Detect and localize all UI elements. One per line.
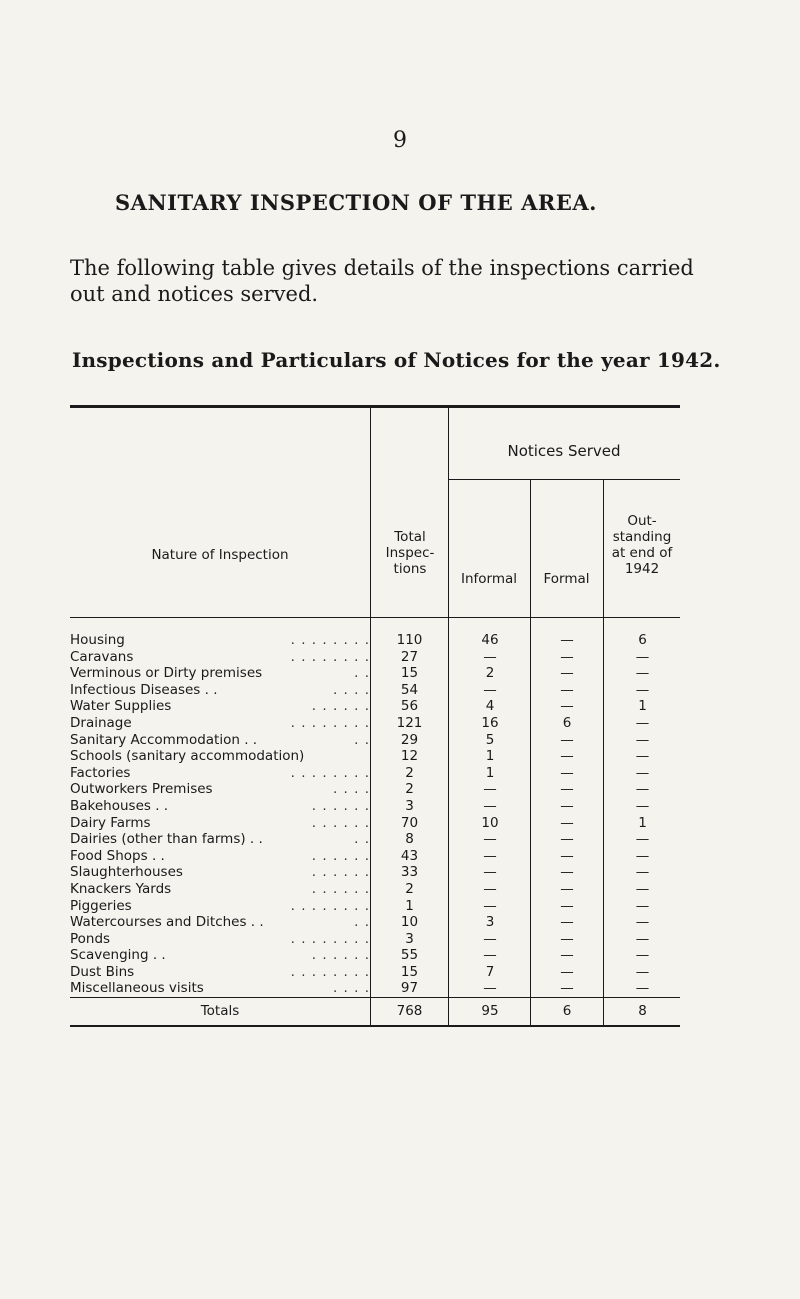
page-number: 9 <box>393 128 407 153</box>
row-total: 2 <box>405 764 414 781</box>
row-total: 12 <box>400 748 419 765</box>
table-row <box>70 649 680 666</box>
row-total: 10 <box>400 914 419 931</box>
row-informal: — <box>483 797 497 814</box>
row-informal: — <box>483 831 497 848</box>
row-name: Bakehouses . . <box>70 797 169 814</box>
table-row <box>70 632 680 649</box>
table-body <box>70 632 680 997</box>
row-informal: — <box>483 947 497 964</box>
row-informal: 10 <box>481 814 499 831</box>
table-row <box>70 864 680 881</box>
row-formal: — <box>560 847 574 864</box>
row-outstanding: — <box>635 781 650 798</box>
totals-rule <box>70 997 680 998</box>
table-row <box>70 964 680 981</box>
table-row <box>70 848 680 865</box>
inspections-table <box>70 405 680 1025</box>
row-total: 1 <box>405 897 414 914</box>
row-informal: — <box>483 681 497 698</box>
table-row <box>70 831 680 848</box>
row-total: 56 <box>400 698 419 715</box>
table-row <box>70 732 680 749</box>
row-formal: — <box>560 665 574 682</box>
row-name: Verminous or Dirty premises <box>70 665 263 682</box>
row-name: Dairies (other than farms) . . <box>70 831 263 848</box>
row-informal: — <box>483 781 497 798</box>
row-informal: — <box>483 880 497 897</box>
row-informal: 4 <box>485 698 495 715</box>
table-subheading: Inspections and Particulars of Notices for the year 1942. <box>72 348 721 372</box>
table-row <box>70 748 680 765</box>
totals-label: Totals <box>200 1003 240 1019</box>
table-row <box>70 765 680 782</box>
row-leader-dots: . . . . . . . . <box>290 648 370 665</box>
row-leader-dots: . . . . . . <box>311 947 370 964</box>
row-outstanding: — <box>635 731 650 748</box>
header-informal: Informal <box>460 571 518 587</box>
top-rule <box>70 405 680 408</box>
row-outstanding: — <box>635 648 650 665</box>
row-outstanding: — <box>635 914 650 931</box>
row-informal: 46 <box>481 632 499 648</box>
row-name: Dust Bins <box>70 963 135 980</box>
bottom-rule <box>70 1025 680 1027</box>
row-leader-dots: . . . . . . . . <box>290 930 370 947</box>
row-total: 43 <box>400 847 419 864</box>
row-formal: — <box>560 914 574 931</box>
row-name: Drainage <box>70 714 132 731</box>
row-outstanding: 1 <box>638 814 647 831</box>
row-formal: — <box>560 980 574 997</box>
row-leader-dots: . . <box>354 731 370 748</box>
row-total: 54 <box>400 681 419 698</box>
row-leader-dots: . . . . . . . . <box>290 632 370 648</box>
row-formal: — <box>560 814 574 831</box>
row-name: Outworkers Premises <box>70 781 213 798</box>
row-outstanding: 1 <box>638 698 647 715</box>
row-total: 70 <box>400 814 419 831</box>
row-total: 121 <box>396 714 423 731</box>
header-notices-served: Notices Served <box>507 442 621 460</box>
row-formal: — <box>560 681 574 698</box>
row-outstanding: — <box>635 797 650 814</box>
row-formal: — <box>560 764 574 781</box>
row-outstanding: — <box>635 831 650 848</box>
section-heading: SANITARY INSPECTION OF THE AREA. <box>115 190 597 215</box>
row-formal: — <box>560 947 574 964</box>
row-formal: 6 <box>562 714 572 731</box>
row-outstanding: — <box>635 963 650 980</box>
totals-informal: 95 <box>481 1003 499 1019</box>
totals-outstanding: 8 <box>638 1003 647 1019</box>
table-row <box>70 947 680 964</box>
row-leader-dots: . . . . . . . . <box>290 897 370 914</box>
row-total: 33 <box>400 864 419 881</box>
row-leader-dots: . . . . <box>332 681 370 698</box>
row-formal: — <box>560 963 574 980</box>
row-name: Schools (sanitary accommodation) <box>70 748 305 765</box>
row-leader-dots: . . <box>354 665 370 682</box>
row-name: Slaughterhouses <box>70 864 183 881</box>
row-leader-dots: . . <box>354 831 370 848</box>
row-leader-dots: . . . . . . <box>311 797 370 814</box>
row-formal: — <box>560 797 574 814</box>
row-formal: — <box>560 648 574 665</box>
row-informal: 7 <box>485 963 495 980</box>
row-informal: — <box>483 648 497 665</box>
table-row <box>70 698 680 715</box>
row-formal: — <box>560 897 574 914</box>
row-informal: 1 <box>485 748 495 765</box>
row-formal: — <box>560 781 574 798</box>
totals-row <box>70 1003 680 1023</box>
row-leader-dots: . . . . . . <box>311 864 370 881</box>
row-informal: 16 <box>481 714 499 731</box>
row-name: Infectious Diseases . . <box>70 681 218 698</box>
row-name: Watercourses and Ditches . . <box>70 914 264 931</box>
row-informal: — <box>483 980 497 997</box>
row-name: Food Shops . . <box>70 847 165 864</box>
row-informal: 1 <box>485 764 495 781</box>
row-leader-dots: . . . . . . <box>311 698 370 715</box>
row-informal: 3 <box>485 914 495 931</box>
row-total: 15 <box>400 665 419 682</box>
header-formal: Formal <box>543 571 590 587</box>
row-name: Factories <box>70 764 131 781</box>
header-outstanding: Out- standing at end of 1942 <box>611 513 673 577</box>
row-informal: 2 <box>485 665 495 682</box>
row-leader-dots: . . . . <box>332 781 370 798</box>
row-name: Ponds <box>70 930 111 947</box>
row-name: Miscellaneous visits <box>70 980 204 997</box>
row-outstanding: — <box>635 764 650 781</box>
row-outstanding: — <box>635 980 650 997</box>
row-leader-dots: . . . . . . <box>311 847 370 864</box>
row-informal: 5 <box>485 731 495 748</box>
row-outstanding: — <box>635 897 650 914</box>
row-total: 29 <box>400 731 419 748</box>
row-informal: — <box>483 864 497 881</box>
row-outstanding: — <box>635 864 650 881</box>
table-row <box>70 980 680 997</box>
row-formal: — <box>560 930 574 947</box>
row-outstanding: 6 <box>638 632 647 648</box>
header-bottom-rule <box>70 617 680 618</box>
header-nature: Nature of Inspection <box>151 547 289 563</box>
row-name: Dairy Farms <box>70 814 151 831</box>
row-name: Water Supplies <box>70 698 172 715</box>
row-total: 8 <box>405 831 414 848</box>
row-total: 2 <box>405 781 414 798</box>
table-row <box>70 881 680 898</box>
table-row <box>70 815 680 832</box>
intro-paragraph: The following table gives details of the inspections carried out and notices served. <box>70 256 694 306</box>
row-informal: — <box>483 847 497 864</box>
row-name: Sanitary Accommodation . . <box>70 731 258 748</box>
row-total: 15 <box>400 963 419 980</box>
row-outstanding: — <box>635 681 650 698</box>
row-total: 55 <box>400 947 419 964</box>
row-outstanding: — <box>635 880 650 897</box>
row-leader-dots: . . . . . . <box>311 814 370 831</box>
table-row <box>70 931 680 948</box>
table-row <box>70 798 680 815</box>
row-formal: — <box>560 698 574 715</box>
row-name: Scavenging . . <box>70 947 166 964</box>
totals-total: 768 <box>396 1003 423 1019</box>
row-outstanding: — <box>635 947 650 964</box>
row-informal: — <box>483 930 497 947</box>
row-total: 27 <box>400 648 419 665</box>
row-leader-dots: . . <box>354 914 370 931</box>
row-total: 3 <box>405 797 414 814</box>
row-outstanding: — <box>635 847 650 864</box>
table-row <box>70 781 680 798</box>
table-row <box>70 715 680 732</box>
row-formal: — <box>560 831 574 848</box>
notices-rule <box>448 479 680 480</box>
row-outstanding: — <box>635 748 650 765</box>
row-formal: — <box>560 632 574 648</box>
table-row <box>70 665 680 682</box>
totals-formal: 6 <box>562 1003 572 1019</box>
row-outstanding: — <box>635 930 650 947</box>
row-formal: — <box>560 748 574 765</box>
row-leader-dots: . . . . . . <box>311 880 370 897</box>
row-total: 3 <box>405 930 414 947</box>
row-formal: — <box>560 880 574 897</box>
row-outstanding: — <box>635 714 650 731</box>
row-informal: — <box>483 897 497 914</box>
row-total: 110 <box>396 632 423 648</box>
row-name: Piggeries <box>70 897 132 914</box>
row-leader-dots: . . . . <box>332 980 370 997</box>
table-row <box>70 682 680 699</box>
row-leader-dots: . . . . . . . . <box>290 714 370 731</box>
row-name: Caravans <box>70 648 134 665</box>
row-name: Knackers Yards <box>70 880 172 897</box>
row-formal: — <box>560 731 574 748</box>
row-formal: — <box>560 864 574 881</box>
row-total: 97 <box>400 980 419 997</box>
row-leader-dots: . . . . . . . . <box>290 764 370 781</box>
row-outstanding: — <box>635 665 650 682</box>
row-total: 2 <box>405 880 414 897</box>
row-name: Housing <box>70 632 125 648</box>
header-total: Total Inspec- tions <box>385 529 435 577</box>
table-row <box>70 898 680 915</box>
row-leader-dots: . . . . . . . . <box>290 963 370 980</box>
table-row <box>70 914 680 931</box>
